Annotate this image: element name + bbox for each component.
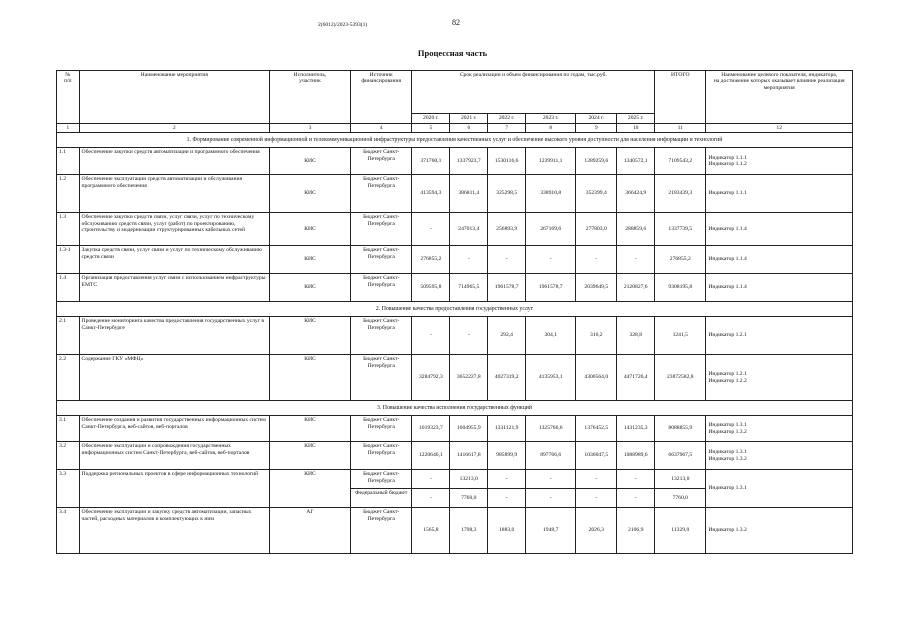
row-executor: КИС xyxy=(270,213,351,246)
row-num: 3.1 xyxy=(57,416,80,442)
row-value: 4471726,4 xyxy=(617,355,655,401)
table-row xyxy=(57,508,853,554)
row-value: - xyxy=(526,470,576,489)
row-value: - xyxy=(576,470,617,489)
header-year: 2025 г. xyxy=(617,114,655,124)
header-period: Срок реализации и объем финансирования по годам, тыс.руб. xyxy=(412,71,655,114)
row-executor: КИС xyxy=(270,246,351,274)
row-value: - xyxy=(412,213,450,246)
row-value: - xyxy=(412,317,450,355)
row-indicators xyxy=(706,213,853,246)
table-row xyxy=(57,355,853,401)
table-row xyxy=(57,246,853,274)
row-executor: КИС xyxy=(270,175,351,213)
column-number: 7 xyxy=(488,124,526,133)
row-total: 1241,5 xyxy=(655,317,706,355)
row-value: 325298,5 xyxy=(488,175,526,213)
row-value: 4027319,2 xyxy=(488,355,526,401)
section-title: 2. Повышение качества предоставления государственных услуг xyxy=(57,302,853,317)
row-name: Обеспечение закупки средств автоматизации и программного обеспечения xyxy=(79,148,270,175)
row-total: 13213,0 xyxy=(655,470,706,489)
header-year: 2022 г. xyxy=(488,114,526,124)
row-value: 1325766,6 xyxy=(526,416,576,442)
row-total: 11329,0 xyxy=(655,508,706,554)
row-value: - xyxy=(450,317,488,355)
row-value: 352399,4 xyxy=(576,175,617,213)
indicator: Индикатор 1.1.2 xyxy=(708,161,747,168)
row-name: Закупка средств связи, услуг связи и услуг по техническому обслуживанию средств связи xyxy=(79,246,270,274)
row-value: - xyxy=(576,489,617,508)
row-value: 1530116,6 xyxy=(488,148,526,175)
row-value: 338910,8 xyxy=(526,175,576,213)
indicator: Индикатор 1.3.2 xyxy=(708,428,747,435)
row-value: 1961578,7 xyxy=(526,274,576,302)
column-number: 9 xyxy=(576,124,617,133)
row-value: 386811,4 xyxy=(450,175,488,213)
row-source: Бюджет Санкт-Петербурга xyxy=(350,416,411,442)
row-total: 2183439,3 xyxy=(655,175,706,213)
column-number: 12 xyxy=(706,124,853,133)
row-value: 7760,0 xyxy=(450,489,488,508)
row-source: Бюджет Санкт-Петербурга xyxy=(350,442,411,470)
row-value: - xyxy=(488,246,526,274)
section-title: 3. Повышение качества исполнения государственных функций xyxy=(57,401,853,416)
row-value: 1340572,1 xyxy=(617,148,655,175)
row-source: Бюджет Санкт-Петербурга xyxy=(350,470,411,489)
row-value: 1220646,1 xyxy=(412,442,450,470)
row-value: 714965,5 xyxy=(450,274,488,302)
table-row xyxy=(57,470,853,489)
row-source: Бюджет Санкт-Петербурга xyxy=(350,317,411,355)
row-value: 328,8 xyxy=(617,317,655,355)
row-executor: КИС xyxy=(270,148,351,175)
row-name: Обеспечение эксплуатации и закупку средств автоматизации, запасных частей, расходных материалов и комплектующих к ним xyxy=(79,508,270,554)
indicator: Индикатор 1.3.1 xyxy=(708,485,747,492)
row-value: 985899,9 xyxy=(488,442,526,470)
row-indicators xyxy=(706,470,853,508)
row-value: 1036047,5 xyxy=(576,442,617,470)
row-source: Бюджет Санкт-Петербурга xyxy=(350,508,411,554)
row-value: - xyxy=(617,489,655,508)
row-value: 1019323,7 xyxy=(412,416,450,442)
row-value: - xyxy=(617,470,655,489)
indicator: Индикатор 1.1.4 xyxy=(708,284,747,291)
table-row xyxy=(57,213,853,246)
indicator: Индикатор 1.1.1 xyxy=(708,154,747,161)
row-source: Бюджет Санкт-Петербурга xyxy=(350,274,411,302)
row-value: 1604955,9 xyxy=(450,416,488,442)
indicator: Индикатор 1.2.1 xyxy=(708,371,747,378)
row-total: 8088855,9 xyxy=(655,416,706,442)
table-row xyxy=(57,442,853,470)
row-total: 7760,0 xyxy=(655,489,706,508)
row-value: 1798,3 xyxy=(450,508,488,554)
row-total: 23872582,8 xyxy=(655,355,706,401)
row-value: - xyxy=(526,246,576,274)
column-number: 10 xyxy=(617,124,655,133)
row-name: Проведение мониторинга качества предоставления государственных услуг в Санкт-Петербурге xyxy=(79,317,270,355)
row-value: 3652227,8 xyxy=(450,355,488,401)
row-value: 1961578,7 xyxy=(488,274,526,302)
row-total: 7109543,2 xyxy=(655,148,706,175)
row-total: 1337739,5 xyxy=(655,213,706,246)
row-value: - xyxy=(450,246,488,274)
column-number: 4 xyxy=(350,124,411,133)
row-indicators xyxy=(706,317,853,355)
row-name: Обеспечение создания и развития государственных информационных систем Санкт-Петербурга, веб-сайтов, веб-порталов xyxy=(79,416,270,442)
row-indicators xyxy=(706,416,853,442)
row-executor: КИС xyxy=(270,317,351,355)
row-value: 4300564,0 xyxy=(576,355,617,401)
table-row xyxy=(57,175,853,213)
header-indicator: Наименование целевого показателя, индикатора, на достижение которых оказывает влияние реализация мероприятия xyxy=(706,71,853,124)
row-value: 267169,6 xyxy=(526,213,576,246)
row-executor: КИС xyxy=(270,274,351,302)
row-executor: АГ xyxy=(270,508,351,554)
indicator: Индикатор 1.3.1 xyxy=(708,422,747,429)
row-value: 371760,1 xyxy=(412,148,450,175)
section-title: 1. Формирование современной информационной и телекоммуникационной инфраструктуры предоставления качественных услуг и обеспечение высокого уровня доступности для населения информации и технологий xyxy=(57,133,853,148)
indicator: Индикатор 1.2.2 xyxy=(708,377,747,384)
header-source: Источник финансирования xyxy=(350,71,411,124)
header-year: 2020 г. xyxy=(412,114,450,124)
header-executor: Исполнитель, участник xyxy=(270,71,351,124)
page-number: 82 xyxy=(452,18,460,27)
row-value: 509595,8 xyxy=(412,274,450,302)
row-source: Бюджет Санкт-Петербурга xyxy=(350,175,411,213)
row-value: 1431235,3 xyxy=(617,416,655,442)
row-num: 1.3-1 xyxy=(57,246,80,274)
column-number: 8 xyxy=(526,124,576,133)
row-value: 247013,4 xyxy=(450,213,488,246)
column-number: 5 xyxy=(412,124,450,133)
header-year: 2023 г. xyxy=(526,114,576,124)
row-name: Обеспечение эксплуатации и сопровождения государственных информационных систем Санкт-Петербурга, веб-сайтов, веб-порталов xyxy=(79,442,270,470)
row-indicators xyxy=(706,175,853,213)
row-total: 276855,2 xyxy=(655,246,706,274)
row-value: 288859,6 xyxy=(617,213,655,246)
row-name: Обеспечение эксплуатации средств автоматизации и обслуживания программного обеспечения xyxy=(79,175,270,213)
process-table xyxy=(56,70,853,554)
row-value: 2026,3 xyxy=(576,508,617,554)
table-row xyxy=(57,416,853,442)
row-value: 1239911,1 xyxy=(526,148,576,175)
indicator: Индикатор 1.3.2 xyxy=(708,455,747,462)
row-indicators xyxy=(706,508,853,554)
row-value: 2106,9 xyxy=(617,508,655,554)
row-executor: КИС xyxy=(270,442,351,470)
indicator: Индикатор 1.1.4 xyxy=(708,256,747,263)
column-number: 2 xyxy=(79,124,270,133)
page-title: Процессная часть xyxy=(417,48,488,58)
row-value: 413594,3 xyxy=(412,175,450,213)
header-year: 2021 г. xyxy=(450,114,488,124)
row-value: 1088989,6 xyxy=(617,442,655,470)
row-total: 6637967,5 xyxy=(655,442,706,470)
document-reference: 2(6012)/2023-5393(1) xyxy=(318,22,368,28)
indicator: Индикатор 1.1.4 xyxy=(708,225,747,232)
row-value: 304,1 xyxy=(526,317,576,355)
row-num: 1.3 xyxy=(57,213,80,246)
indicator: Индикатор 1.2.1 xyxy=(708,332,747,339)
row-total: 9308195,8 xyxy=(655,274,706,302)
row-value: 2039649,5 xyxy=(576,274,617,302)
indicator: Индикатор 1.3.1 xyxy=(708,449,747,456)
row-value: 256893,9 xyxy=(488,213,526,246)
row-indicators xyxy=(706,148,853,175)
row-source: Бюджет Санкт-Петербурга xyxy=(350,246,411,274)
row-value: 897766,6 xyxy=(526,442,576,470)
header-name: Наименование мероприятия xyxy=(79,71,270,124)
column-number: 6 xyxy=(450,124,488,133)
row-indicators xyxy=(706,274,853,302)
header-year: 2024 г. xyxy=(576,114,617,124)
row-value: - xyxy=(412,489,450,508)
row-value: - xyxy=(526,489,576,508)
row-value: 13213,0 xyxy=(450,470,488,489)
row-executor: КИС xyxy=(270,355,351,401)
row-value: - xyxy=(488,470,526,489)
row-value: 1337923,7 xyxy=(450,148,488,175)
row-value: 1376452,5 xyxy=(576,416,617,442)
row-value: 276855,2 xyxy=(412,246,450,274)
header-num: № п/п xyxy=(57,71,80,124)
column-number: 3 xyxy=(270,124,351,133)
row-source: Бюджет Санкт-Петербурга xyxy=(350,355,411,401)
row-name: Поддержка региональных проектов в сфере информационных технологий xyxy=(79,470,270,508)
row-value: 1331121,9 xyxy=(488,416,526,442)
row-indicators xyxy=(706,355,853,401)
row-executor: КИС xyxy=(270,470,351,508)
indicator: Индикатор 1.1.1 xyxy=(708,190,747,197)
row-num: 3.4 xyxy=(57,508,80,554)
header-total: ИТОГО xyxy=(655,71,706,124)
row-value: 4135953,1 xyxy=(526,355,576,401)
indicator: Индикатор 1.3.2 xyxy=(708,527,747,534)
row-value: 1565,8 xyxy=(412,508,450,554)
row-value: - xyxy=(412,470,450,489)
row-name: Организация предоставления услуг связи с использованием инфраструктуры ЕМТС xyxy=(79,274,270,302)
row-num: 2.2 xyxy=(57,355,80,401)
table-row xyxy=(57,317,853,355)
row-value: 292,4 xyxy=(488,317,526,355)
row-indicators xyxy=(706,442,853,470)
row-value: 277803,0 xyxy=(576,213,617,246)
row-value: - xyxy=(576,246,617,274)
row-value: 366424,9 xyxy=(617,175,655,213)
row-name: Содержание ГКУ «МФЦ» xyxy=(79,355,270,401)
row-num: 3.2 xyxy=(57,442,80,470)
row-source: Федеральный бюджет xyxy=(350,489,411,508)
table-row xyxy=(57,274,853,302)
row-value: 1289259,6 xyxy=(576,148,617,175)
row-source: Бюджет Санкт-Петербурга xyxy=(350,213,411,246)
row-value: 1883,0 xyxy=(488,508,526,554)
row-value: 316,2 xyxy=(576,317,617,355)
row-num: 1.4 xyxy=(57,274,80,302)
row-source: Бюджет Санкт-Петербурга xyxy=(350,148,411,175)
row-value: 1416617,8 xyxy=(450,442,488,470)
column-number: 11 xyxy=(655,124,706,133)
row-name: Обеспечение закупки средств связи, услуг связи, услуг по техническому обслуживанию средств связи, услуг (работ) по проектированию, строительству и модернизации структурированных кабельных сетей xyxy=(79,213,270,246)
row-num: 1.1 xyxy=(57,148,80,175)
row-indicators xyxy=(706,246,853,274)
row-value: - xyxy=(617,246,655,274)
row-num: 3.3 xyxy=(57,470,80,508)
row-value: - xyxy=(488,489,526,508)
row-value: 1948,7 xyxy=(526,508,576,554)
row-num: 1.2 xyxy=(57,175,80,213)
row-value: 2120827,6 xyxy=(617,274,655,302)
column-number: 1 xyxy=(57,124,80,133)
row-executor: КИС xyxy=(270,416,351,442)
row-num: 2.1 xyxy=(57,317,80,355)
table-row xyxy=(57,148,853,175)
row-value: 3284792,3 xyxy=(412,355,450,401)
